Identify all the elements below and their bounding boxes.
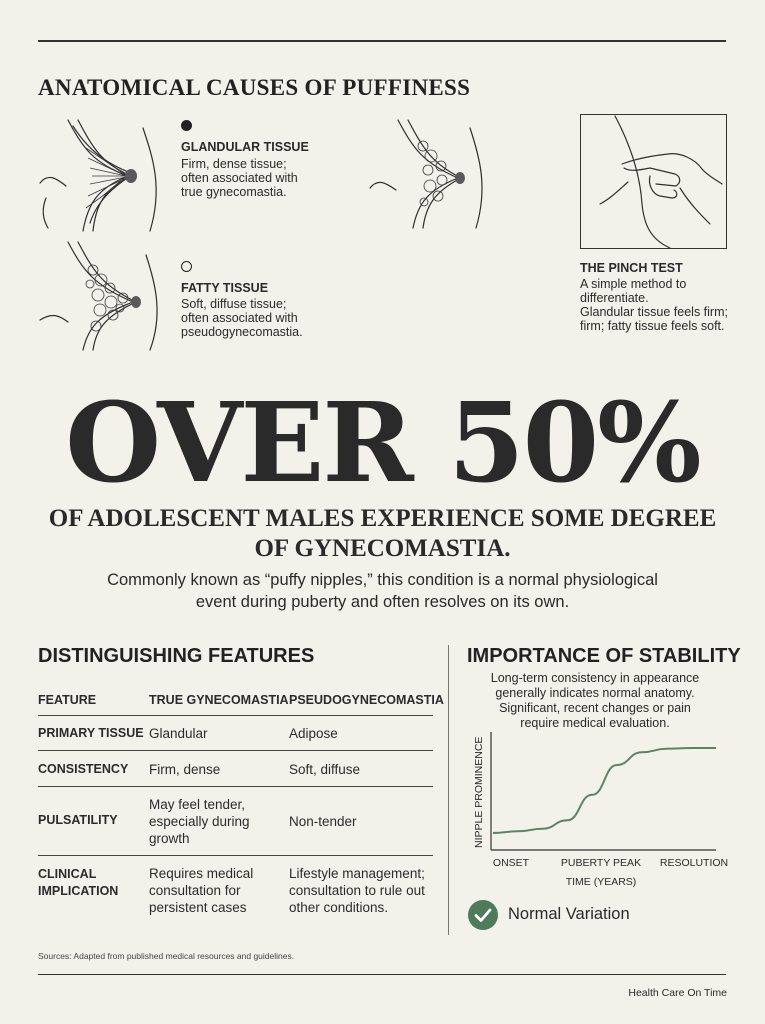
table-rule <box>38 750 433 751</box>
pinch-desc-4: firm; fatty tissue feels soft. <box>580 319 725 333</box>
row-feature-clinical-2: IMPLICATION <box>38 884 119 898</box>
row-pseudo-clinical-3: other conditions. <box>289 900 389 915</box>
hero-line-2: OF GYNECOMASTIA. <box>254 535 511 562</box>
pinch-test-illustration <box>580 114 728 250</box>
row-true-clinical-1: Requires medical <box>149 866 254 881</box>
pinch-desc-2: differentiate. <box>580 291 649 305</box>
col-header-feature: FEATURE <box>38 693 97 707</box>
brand-footer: Health Care On Time <box>628 987 727 999</box>
glandular-label: GLANDULAR TISSUE <box>181 140 309 154</box>
fatty-illustration <box>38 240 163 352</box>
y-axis-label: NIPPLE PROMINENCE <box>473 736 485 848</box>
x-axis-label: TIME (YEARS) <box>565 876 637 888</box>
row-pseudo-clinical-1: Lifestyle management; <box>289 866 425 881</box>
column-divider <box>448 645 449 935</box>
anatomy-title: ANATOMICAL CAUSES OF PUFFINESS <box>38 75 471 100</box>
table-rule <box>38 715 433 716</box>
pinch-desc-3: Glandular tissue feels firm; <box>580 305 728 319</box>
combined-illustration <box>368 118 493 230</box>
row-feature-clinical-1: CLINICAL <box>38 867 97 881</box>
row-true-clinical-2: consultation for <box>149 883 241 898</box>
table-rule <box>38 855 433 856</box>
row-pseudo-primary-tissue: Adipose <box>289 726 338 741</box>
hero-stat: OVER 50% <box>65 378 700 507</box>
x-tick-puberty-peak: PUBERTY PEAK <box>560 857 642 869</box>
stability-desc-3: Significant, recent changes or pain <box>499 701 691 715</box>
pinch-desc-1: A simple method to <box>580 277 687 291</box>
row-pseudo-pulsatility: Non-tender <box>289 814 357 829</box>
stability-desc-4: require medical evaluation. <box>520 716 670 730</box>
stability-chart <box>466 728 736 890</box>
normal-variation-label: Normal Variation <box>508 905 630 923</box>
fatty-bullet-icon <box>181 261 192 272</box>
x-tick-resolution: RESOLUTION <box>659 857 729 869</box>
row-true-consistency: Firm, dense <box>149 762 221 777</box>
stability-title: IMPORTANCE OF STABILITY <box>467 645 741 667</box>
fatty-label: FATTY TISSUE <box>181 281 269 295</box>
row-true-clinical-3: persistent cases <box>149 900 247 915</box>
row-true-pulsatility-3: growth <box>149 831 190 846</box>
row-true-pulsatility-1: May feel tender, <box>149 797 246 812</box>
stability-desc-2: generally indicates normal anatomy. <box>495 686 695 700</box>
glandular-illustration <box>38 118 163 233</box>
series-line <box>493 748 716 833</box>
row-true-primary-tissue: Glandular <box>149 726 208 741</box>
col-header-pseudo: PSEUDOGYNECOMASTIA <box>289 693 444 707</box>
fatty-desc-3: pseudogynecomastia. <box>181 325 303 339</box>
row-true-pulsatility-2: especially during <box>149 814 250 829</box>
fatty-desc-1: Soft, diffuse tissue; <box>181 297 287 311</box>
row-feature-pulsatility: PULSATILITY <box>38 813 118 827</box>
row-pseudo-consistency: Soft, diffuse <box>289 762 361 777</box>
sources-note: Sources: Adapted from published medical resources and guidelines. <box>38 951 295 961</box>
hero-body-2: event during puberty and often resolves on its own. <box>195 593 570 611</box>
glandular-desc-3: true gynecomastia. <box>181 185 287 199</box>
bottom-rule <box>38 974 726 975</box>
glandular-desc-1: Firm, dense tissue; <box>181 157 287 171</box>
hero-body-1: Commonly known as “puffy nipples,” this condition is a normal physiological <box>107 571 658 589</box>
col-header-true: TRUE GYNECOMASTIA <box>149 693 289 707</box>
fatty-desc-2: often associated with <box>181 311 298 325</box>
glandular-desc-2: often associated with <box>181 171 298 185</box>
x-tick-onset: ONSET <box>492 857 530 869</box>
row-feature-consistency: CONSISTENCY <box>38 762 129 776</box>
hero-line-1: OF ADOLESCENT MALES EXPERIENCE SOME DEGREE <box>48 505 717 532</box>
row-feature-primary-tissue: PRIMARY TISSUE <box>38 726 144 740</box>
table-rule <box>38 786 433 787</box>
features-title: DISTINGUISHING FEATURES <box>38 645 315 667</box>
stability-desc-1: Long-term consistency in appearance <box>490 671 700 685</box>
pinch-label: THE PINCH TEST <box>580 261 683 275</box>
check-circle-icon <box>468 900 498 930</box>
row-pseudo-clinical-2: consultation to rule out <box>289 883 425 898</box>
top-rule <box>38 40 726 42</box>
glandular-bullet-icon <box>181 120 192 131</box>
